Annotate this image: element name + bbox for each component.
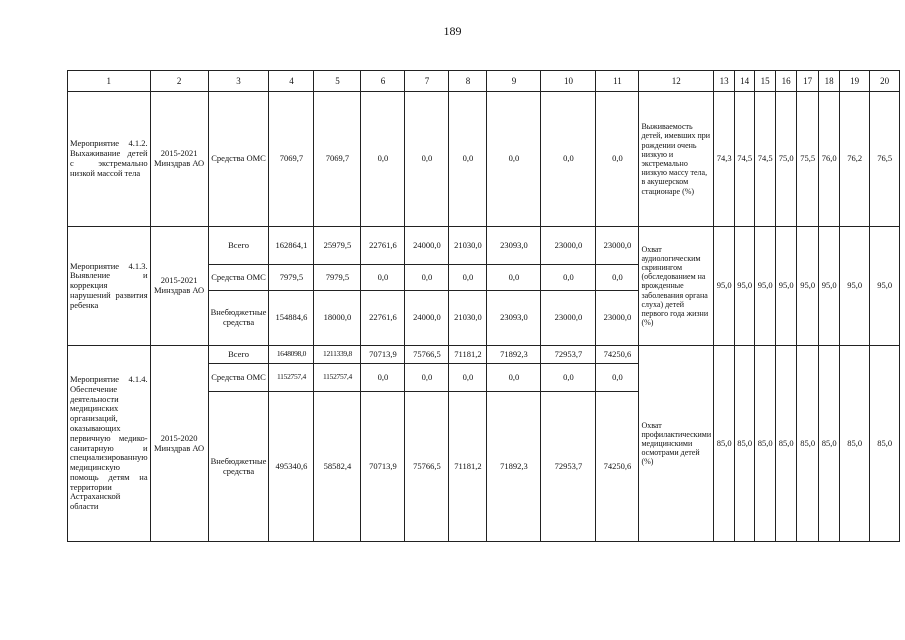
period-executor-cell (150, 346, 208, 542)
value-cell: 21030,0 (449, 227, 487, 265)
value-cell: 1648098,0 (269, 346, 314, 364)
activity-cell: Мероприятие 4.1.2. Выхаживание детей с экстремально низкой массой тела (68, 92, 151, 227)
value-cell: 0,0 (596, 265, 639, 291)
header-cell: 6 (361, 71, 405, 92)
activity-cell: Мероприятие 4.1.4. Обеспечение деятельности медицинских организаций, оказывающих первичную медико-санитарную и специализированную медицинскую помощь детям на территории Астраханской области (68, 346, 151, 542)
target-cell: 95,0 (819, 227, 840, 346)
value-cell: 22761,6 (361, 291, 405, 346)
value-cell: 7979,5 (314, 265, 361, 291)
target-cell: 75,5 (797, 92, 819, 227)
header-cell: 5 (314, 71, 361, 92)
header-cell: 12 (639, 71, 714, 92)
header-cell: 19 (840, 71, 870, 92)
target-cell: 74,5 (755, 92, 776, 227)
value-cell: 1152757,4 (314, 364, 361, 392)
value-cell: 0,0 (596, 92, 639, 227)
header-cell: 14 (735, 71, 755, 92)
value-cell: 495340,6 (269, 392, 314, 542)
page-number: 189 (443, 24, 462, 38)
value-cell: 0,0 (361, 265, 405, 291)
period-executor-cell (150, 92, 208, 227)
funding-source: Средства ОМС (208, 92, 269, 227)
value-cell: 18000,0 (314, 291, 361, 346)
value-cell: 0,0 (487, 364, 541, 392)
header-row (68, 71, 900, 92)
value-cell: 154884,6 (269, 291, 314, 346)
target-cell: 85,0 (819, 346, 840, 542)
target-cell: 85,0 (776, 346, 797, 542)
value-cell: 0,0 (449, 92, 487, 227)
funding-source: Внебюджетные средства (208, 291, 269, 346)
value-cell: 0,0 (449, 265, 487, 291)
header-cell: 17 (797, 71, 819, 92)
target-cell: 95,0 (735, 227, 755, 346)
target-cell: 76,0 (819, 92, 840, 227)
value-cell: 0,0 (405, 364, 449, 392)
indicator-cell: Охват профилактическими медицинскими осмотрами детей (%) (639, 346, 714, 542)
header-cell: 8 (449, 71, 487, 92)
target-cell: 85,0 (735, 346, 755, 542)
value-cell: 23000,0 (541, 291, 596, 346)
value-cell: 23093,0 (487, 227, 541, 265)
value-cell: 74250,6 (596, 346, 639, 364)
target-cell: 95,0 (776, 227, 797, 346)
value-cell: 58582,4 (314, 392, 361, 542)
value-cell: 7069,7 (269, 92, 314, 227)
value-cell: 7069,7 (314, 92, 361, 227)
value-cell: 71892,3 (487, 392, 541, 542)
target-cell: 85,0 (755, 346, 776, 542)
target-cell: 76,5 (870, 92, 900, 227)
program-table (67, 70, 900, 542)
value-cell: 21030,0 (449, 291, 487, 346)
value-cell: 72953,7 (541, 346, 596, 364)
period: 2015-2020 (160, 432, 198, 443)
header-cell: 1 (68, 71, 151, 92)
header-cell: 9 (487, 71, 541, 92)
target-cell: 95,0 (755, 227, 776, 346)
target-cell: 74,5 (735, 92, 755, 227)
value-cell: 71181,2 (449, 346, 487, 364)
value-cell: 75766,5 (405, 346, 449, 364)
funding-source: Всего (208, 227, 269, 265)
value-cell: 24000,0 (405, 291, 449, 346)
value-cell: 72953,7 (541, 392, 596, 542)
value-cell: 70713,9 (361, 392, 405, 542)
target-cell: 85,0 (840, 346, 870, 542)
header-cell: 2 (150, 71, 208, 92)
value-cell: 23093,0 (487, 291, 541, 346)
executor: Минздрав АО (154, 442, 205, 453)
activity-cell: Мероприятие 4.1.3. Выявление и коррекция нарушений развития ребенка (68, 227, 151, 346)
header-cell: 11 (596, 71, 639, 92)
target-cell: 85,0 (714, 346, 735, 542)
value-cell: 0,0 (405, 92, 449, 227)
target-cell: 95,0 (840, 227, 870, 346)
target-cell: 95,0 (714, 227, 735, 346)
value-cell: 1211339,8 (314, 346, 361, 364)
value-cell: 22761,6 (361, 227, 405, 265)
header-cell: 20 (870, 71, 900, 92)
value-cell: 75766,5 (405, 392, 449, 542)
executor: Минздрав АО (154, 285, 205, 295)
indicator-cell: Охват аудиологическим скринингом (обследованием на врожденные заболевания органа слуха) детей первого года жизни (%) (639, 227, 714, 346)
period: 2015-2021 (160, 148, 198, 159)
value-cell: 0,0 (361, 92, 405, 227)
funding-source: Средства ОМС (208, 364, 269, 392)
value-cell: 0,0 (487, 92, 541, 227)
value-cell: 0,0 (487, 265, 541, 291)
table-row (68, 92, 900, 227)
target-cell: 85,0 (797, 346, 819, 542)
value-cell: 0,0 (541, 364, 596, 392)
table-row (68, 346, 900, 364)
value-cell: 0,0 (596, 364, 639, 392)
header-cell: 18 (819, 71, 840, 92)
value-cell: 70713,9 (361, 346, 405, 364)
table-row (68, 227, 900, 265)
header-cell: 13 (714, 71, 735, 92)
value-cell: 0,0 (405, 265, 449, 291)
value-cell: 23000,0 (596, 291, 639, 346)
period-executor-cell (150, 227, 208, 346)
funding-source: Средства ОМС (208, 265, 269, 291)
executor: Минздрав АО (154, 158, 205, 168)
header-cell: 10 (541, 71, 596, 92)
value-cell: 0,0 (449, 364, 487, 392)
value-cell: 71892,3 (487, 346, 541, 364)
period: 2015-2021 (160, 275, 198, 286)
value-cell: 162864,1 (269, 227, 314, 265)
target-cell: 75,0 (776, 92, 797, 227)
value-cell: 0,0 (541, 92, 596, 227)
target-cell: 74,3 (714, 92, 735, 227)
value-cell: 71181,2 (449, 392, 487, 542)
header-cell: 3 (208, 71, 269, 92)
target-cell: 76,2 (840, 92, 870, 227)
indicator-cell: Выживаемость детей, имевших при рождении очень низкую и экстремально низкую массу тела, в акушерском стационаре (%) (639, 92, 714, 227)
value-cell: 1152757,4 (269, 364, 314, 392)
header-cell: 7 (405, 71, 449, 92)
value-cell: 24000,0 (405, 227, 449, 265)
value-cell: 74250,6 (596, 392, 639, 542)
value-cell: 0,0 (361, 364, 405, 392)
value-cell: 25979,5 (314, 227, 361, 265)
value-cell: 0,0 (541, 265, 596, 291)
value-cell: 23000,0 (596, 227, 639, 265)
target-cell: 95,0 (870, 227, 900, 346)
target-cell: 85,0 (870, 346, 900, 542)
value-cell: 23000,0 (541, 227, 596, 265)
target-cell: 95,0 (797, 227, 819, 346)
header-cell: 16 (776, 71, 797, 92)
value-cell: 7979,5 (269, 265, 314, 291)
header-cell: 15 (755, 71, 776, 92)
funding-source: Внебюджетные средства (208, 392, 269, 542)
header-cell: 4 (269, 71, 314, 92)
funding-source: Всего (208, 346, 269, 364)
